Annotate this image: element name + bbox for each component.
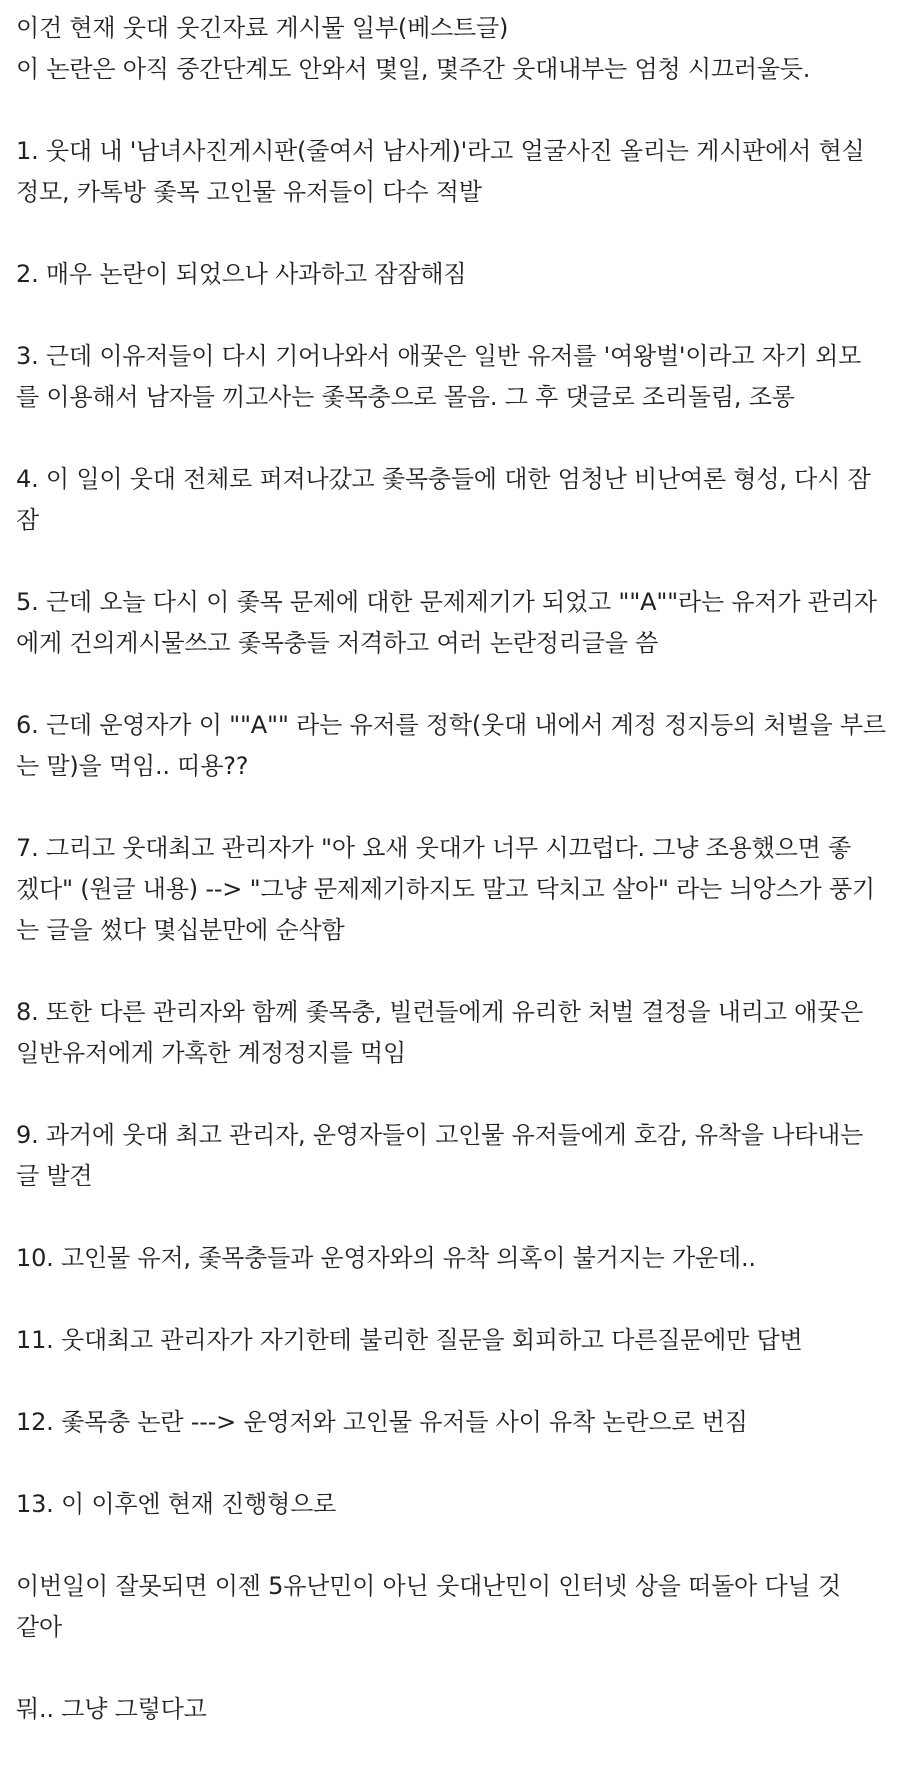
item-7 <box>16 828 916 951</box>
closing-line: 같아 <box>16 1613 62 1641</box>
final-remark <box>16 1689 916 1730</box>
item-13 <box>16 1484 916 1525</box>
closing-paragraph <box>16 1566 916 1648</box>
item-line: 는 말)을 먹임.. 띠용?? <box>16 752 249 780</box>
item-line: 8. 또한 다른 관리자와 함께 좇목충, 빌런들에게 유리한 처벌 결정을 내리고 애꿎은 <box>16 998 864 1026</box>
item-4 <box>16 459 916 541</box>
item-line: 일반유저에게 가혹한 계정정지를 먹임 <box>16 1039 407 1067</box>
intro-paragraph <box>16 8 916 90</box>
item-12 <box>16 1402 916 1443</box>
item-line: 3. 근데 이유저들이 다시 기어나와서 애꿎은 일반 유저를 '여왕벌'이라고 자기 외모 <box>16 342 862 370</box>
item-line: 4. 이 일이 웃대 전체로 퍼져나갔고 좇목충들에 대한 엄청난 비난여론 형성, 다시 잠 <box>16 465 871 493</box>
item-line: 겠다" (원글 내용) --> "그냥 문제제기하지도 말고 닥치고 살아" 라는 늬앙스가 풍기 <box>16 875 875 903</box>
item-line: 잠 <box>16 506 39 534</box>
item-11 <box>16 1320 916 1361</box>
item-6 <box>16 705 916 787</box>
item-5 <box>16 582 916 664</box>
item-line: 12. 좇목충 논란 ---> 운영저와 고인물 유저들 사이 유착 논란으로 번짐 <box>16 1408 748 1436</box>
item-line: 에게 건의게시물쓰고 좇목충들 저격하고 여러 논란정리글을 씀 <box>16 629 659 657</box>
item-line: 13. 이 이후엔 현재 진행형으로 <box>16 1490 337 1518</box>
final-line: 뭐.. 그냥 그렇다고 <box>16 1695 207 1723</box>
item-9 <box>16 1115 916 1197</box>
item-line: 정모, 카톡방 좇목 고인물 유저들이 다수 적발 <box>16 178 482 206</box>
post-body <box>16 8 916 1771</box>
item-line: 1. 웃대 내 '남녀사진게시판(줄여서 남사게)'라고 얼굴사진 올리는 게시판에서 현실 <box>16 137 865 165</box>
item-2 <box>16 254 916 295</box>
closing-line: 이번일이 잘못되면 이젠 5유난민이 아닌 웃대난민이 인터넷 상을 떠돌아 다닐 것 <box>16 1572 841 1600</box>
item-3 <box>16 336 916 418</box>
item-line: 7. 그리고 웃대최고 관리자가 "아 요새 웃대가 너무 시끄럽다. 그냥 조용했으면 좋 <box>16 834 851 862</box>
item-8 <box>16 992 916 1074</box>
item-line: 6. 근데 운영자가 이 ""A"" 라는 유저를 정학(웃대 내에서 계정 정지등의 처벌을 부르 <box>16 711 886 739</box>
item-10 <box>16 1238 916 1279</box>
item-line: 글 발견 <box>16 1162 93 1190</box>
intro-line: 이건 현재 웃대 웃긴자료 게시물 일부(베스트글) <box>16 14 509 42</box>
item-line: 9. 과거에 웃대 최고 관리자, 운영자들이 고인물 유저들에게 호감, 유착을 나타내는 <box>16 1121 864 1149</box>
intro-line: 이 논란은 아직 중간단계도 안와서 몇일, 몇주간 웃대내부는 엄청 시끄러울듯. <box>16 55 811 83</box>
item-line: 는 글을 썼다 몇십분만에 순삭함 <box>16 916 345 944</box>
item-line: 10. 고인물 유저, 좇목충들과 운영자와의 유착 의혹이 불거지는 가운데.. <box>16 1244 756 1272</box>
item-line: 2. 매우 논란이 되었으나 사과하고 잠잠해짐 <box>16 260 467 288</box>
item-line: 를 이용해서 남자들 끼고사는 좇목충으로 몰음. 그 후 댓글로 조리돌림, 조롱 <box>16 383 795 411</box>
item-1 <box>16 131 916 213</box>
item-line: 11. 웃대최고 관리자가 자기한테 불리한 질문을 회피하고 다른질문에만 답변 <box>16 1326 803 1354</box>
item-line: 5. 근데 오늘 다시 이 좇목 문제에 대한 문제제기가 되었고 ""A""라는 유저가 관리자 <box>16 588 877 616</box>
